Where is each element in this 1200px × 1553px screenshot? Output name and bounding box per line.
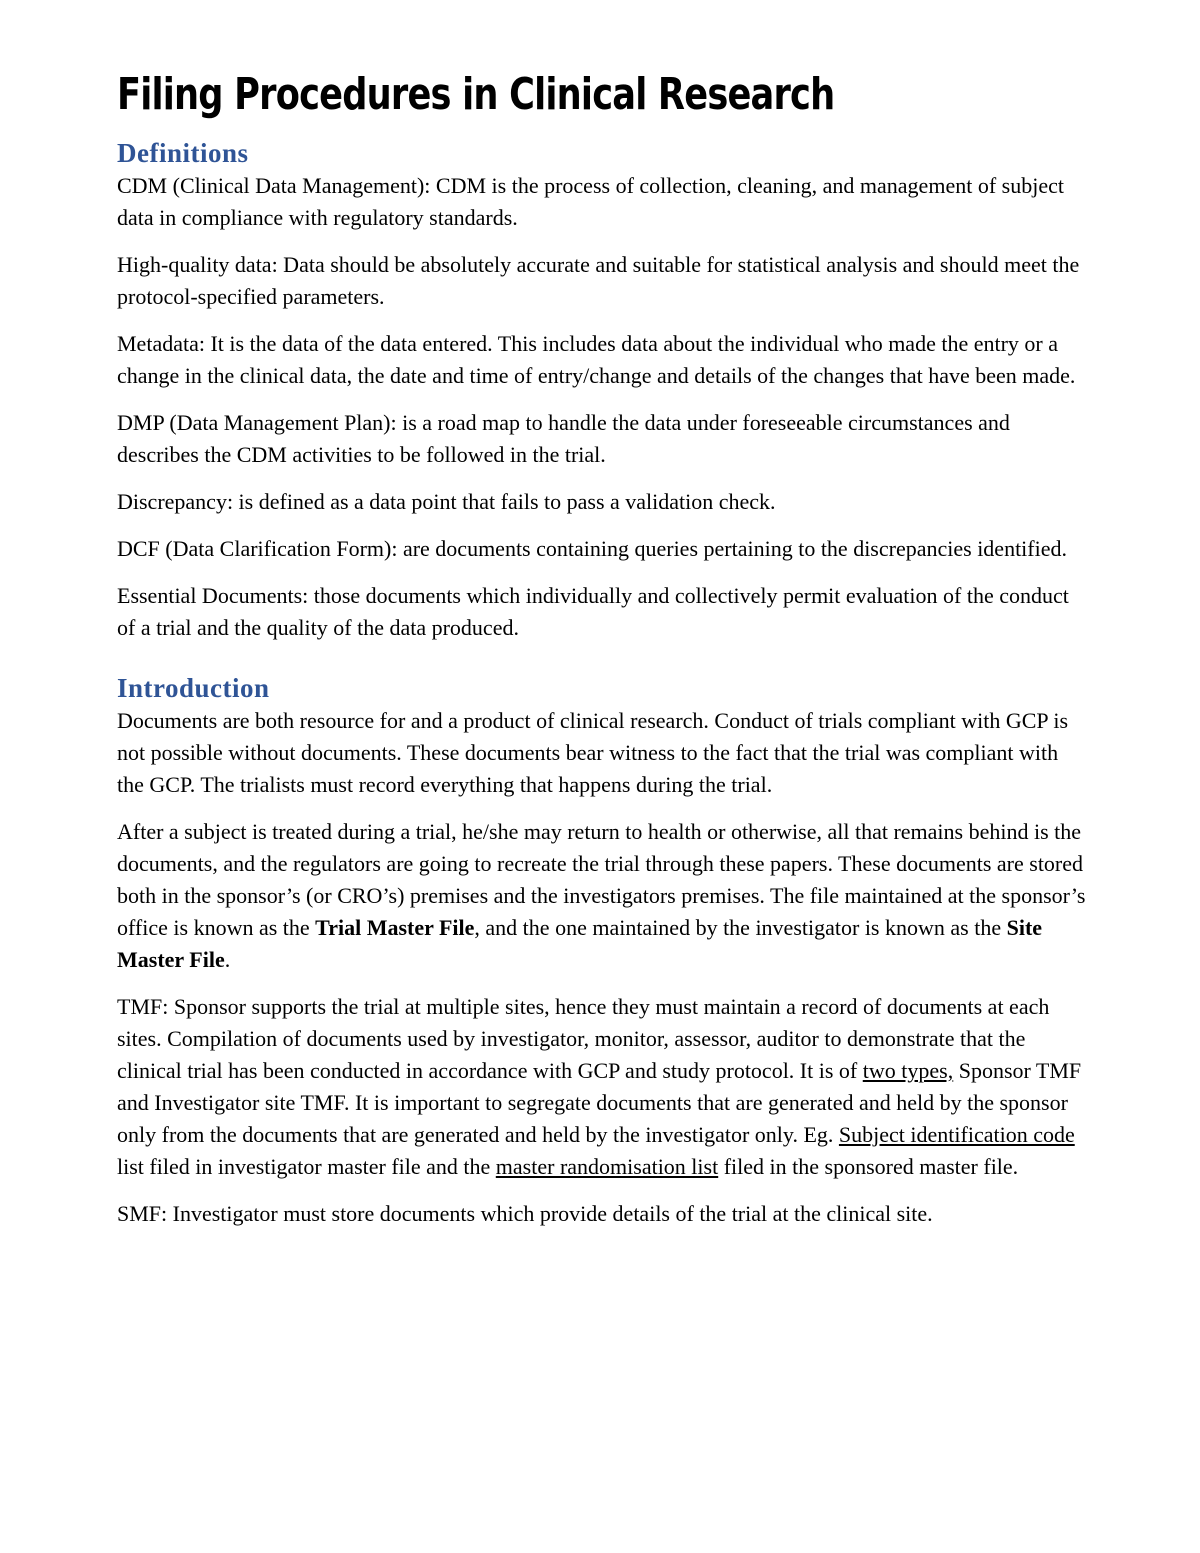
trial-master-file-term: Trial Master File <box>315 915 475 940</box>
document-page <box>117 62 1087 1245</box>
intro-paragraph-master-files <box>117 816 1087 976</box>
paragraph-text: , and the one maintained by the investigator is known as the <box>474 915 1007 940</box>
underlined-two-types: two types, <box>862 1058 954 1083</box>
intro-paragraph-smf: SMF: Investigator must store documents which provide details of the trial at the clinical site. <box>117 1201 933 1226</box>
definition-dmp: DMP (Data Management Plan): is a road map to handle the data under foreseeable circumstances and describes the CDM activities to be followed in the trial. <box>117 410 1010 467</box>
section-spacer <box>117 659 1087 671</box>
paragraph-text: Sponsor TMF and Investigator site TMF. It is important to segregate documents that are generated and held by the sponsor only from the documents that are generated and held by the investigator only. Eg. <box>117 1058 1082 1147</box>
introduction-section <box>117 671 1087 1230</box>
introduction-heading: Introduction <box>117 673 270 703</box>
paragraph-text: filed in the sponsored master file. <box>718 1154 1019 1179</box>
intro-paragraph-tmf <box>117 991 1087 1183</box>
document-title: Filing Procedures in Clinical Research <box>117 69 835 120</box>
paragraph-text: list filed in investigator master file and the <box>117 1154 496 1179</box>
definitions-section <box>117 136 1087 644</box>
underlined-master-randomisation-list: master randomisation list <box>495 1154 719 1179</box>
intro-paragraph-documents: Documents are both resource for and a product of clinical research. Conduct of trials compliant with GCP is not possible without documents. These documents bear witness to the fact that the trial was compliant with the GCP. The trialists must record everything that happens during the trial. <box>117 708 1069 797</box>
underlined-subject-identification-code: Subject identification code <box>838 1122 1075 1147</box>
definition-essential-documents: Essential Documents: those documents which individually and collectively permit evaluation of the conduct of a trial and the quality of the data produced. <box>117 583 1069 640</box>
definition-discrepancy: Discrepancy: is defined as a data point that fails to pass a validation check. <box>117 489 776 514</box>
definitions-heading: Definitions <box>117 138 249 168</box>
definition-dcf: DCF (Data Clarification Form): are documents containing queries pertaining to the discrepancies identified. <box>117 536 1067 561</box>
site-master-file-term: Site Master File <box>117 915 1043 972</box>
paragraph-text: TMF: Sponsor supports the trial at multiple sites, hence they must maintain a record of documents at each sites. Compilation of documents used by investigator, monitor, assessor, auditor to demonstrate that the clinical trial has been conducted in accordance with GCP and study protocol. It is of <box>117 994 1050 1083</box>
paragraph-text: After a subject is treated during a trial, he/she may return to health or otherwise, all that remains behind is the documents, and the regulators are going to recreate the trial through these papers. These documents are stored both in the sponsor’s (or CRO’s) premises and the investigators premises. The file maintained at the sponsor’s office is known as the <box>117 819 1086 940</box>
paragraph-text: . <box>224 947 231 972</box>
definition-metadata: Metadata: It is the data of the data entered. This includes data about the individual who made the entry or a change in the clinical data, the date and time of entry/change and details of the changes that have been made. <box>117 331 1076 388</box>
definition-cdm: CDM (Clinical Data Management): CDM is the process of collection, cleaning, and management of subject data in compliance with regulatory standards. <box>117 173 1064 230</box>
definition-high-quality-data: High-quality data: Data should be absolutely accurate and suitable for statistical analysis and should meet the protocol-specified parameters. <box>117 252 1080 309</box>
